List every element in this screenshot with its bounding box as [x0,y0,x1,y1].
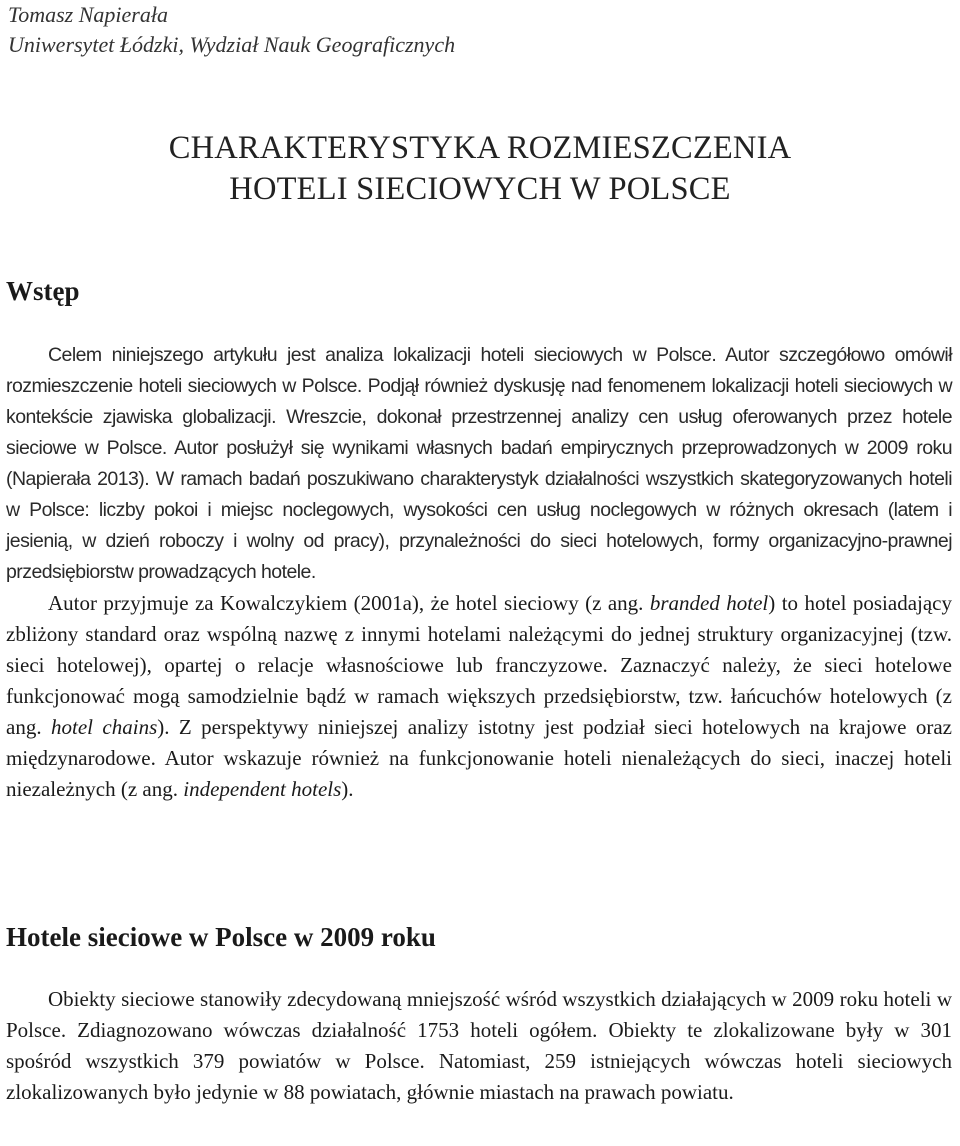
author-block [8,0,455,60]
section-heading-hotels-2009: Hotele sieciowe w Polsce w 2009 roku [6,922,436,952]
intro-text [6,340,952,805]
article-title-line-1: CHARAKTERYSTYKA ROZMIESZCZENIA [168,130,792,166]
hotels-2009-text [6,984,952,1108]
intro-paragraph-2-text-4: ). [341,777,354,801]
term-hotel-chains: hotel chains [51,715,158,739]
term-branded-hotel: branded hotel [649,591,769,615]
intro-paragraph-2 [6,588,952,805]
author-affiliation: Uniwersytet Łódzki, Wydział Nauk Geograficznych [8,32,456,57]
author-name: Tomasz Napierała [8,2,168,27]
hotels-2009-paragraph-1: Obiekty sieciowe stanowiły zdecydowaną mniejszość wśród wszystkich działających w 2009 roku hoteli w Polsce. Zdiagnozowano wówczas działalność 1753 hoteli ogółem. Obiekty te zlokalizowane były w 301 spośród wszystkich 379 powiatów w Polsce. Natomiast, 259 istniejących wówczas hoteli sieciowych zlokalizowanych było jedynie w 88 powiatach, głównie miastach na prawach powiatu. [6,987,952,1104]
intro-paragraph-2-text-1: Autor przyjmuje za Kowalczykiem (2001a), że hotel sieciowy (z ang. [48,591,650,615]
intro-paragraph-2-text-3: ). Z perspektywy niniejszej analizy istotny jest podział sieci hotelowych na krajowe oraz międzynarodowe. Autor wskazuje również na funkcjonowanie hoteli nienależących do sieci, inaczej hoteli niezależnych (z ang. [6,715,952,801]
article-title [0,128,960,210]
intro-paragraph-1: Celem niniejszego artykułu jest analiza lokalizacji hoteli sieciowych w Polsce. Autor szczegółowo omówił rozmieszczenie hoteli sieciowych w Polsce. Podjął również dyskusję nad fenomenem lokalizacji hoteli sieciowych w kontekście zjawiska globalizacji. Wreszcie, dokonał przestrzennej analizy cen usług oferowanych przez hotele sieciowe w Polsce. Autor posłużył się wynikami własnych badań empirycznych przeprowadzonych w 2009 roku (Napierała 2013). W ramach badań poszukiwano charakterystyk działalności wszystkich skategoryzowanych hoteli w Polsce: liczby pokoi i miejsc noclegowych, wysokości cen usług noclegowych w różnych okresach (latem i jesienią, w dzień roboczy i wolny od pracy), przynależności do sieci hotelowych, formy organizacyjno-prawnej przedsiębiorstw prowadzących hotele. [6,344,952,583]
article-title-line-2: HOTELI SIECIOWYCH W POLSCE [229,171,731,207]
intro-paragraph-2-text-2: ) to hotel posiadający zbliżony standard oraz wspólną nazwę z innymi hotelami należącymi do jednej struktury organizacyjnej (tzw. sieci hotelowej), opartej o relacje własnościowe lub franczyzowe. Zaznaczyć należy, że sieci hotelowe funkcjonować mogą samodzielnie bądź w ramach większych przedsiębiorstw, tzw. łańcuchów hotelowych (z ang. [6,591,952,739]
term-independent-hotels: independent hotels [183,777,342,801]
section-heading-intro: Wstęp [6,276,80,306]
